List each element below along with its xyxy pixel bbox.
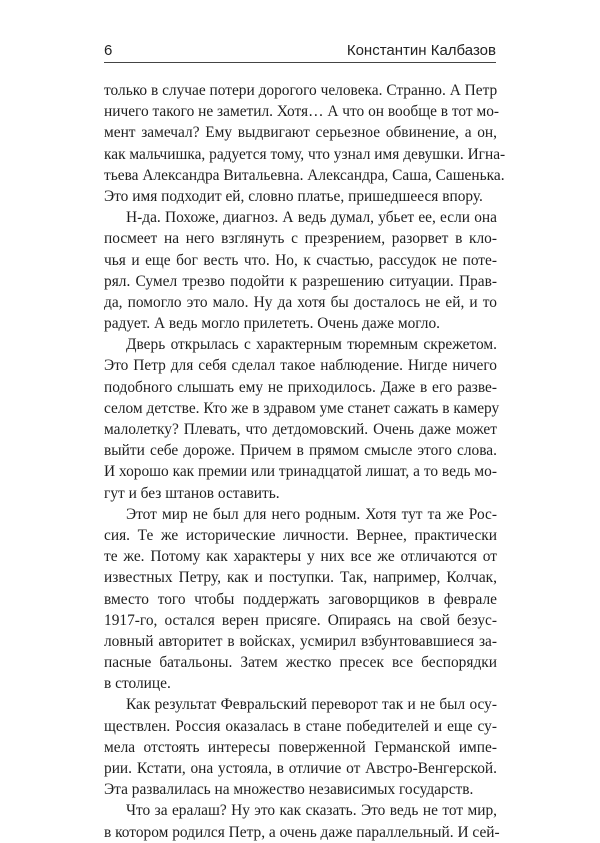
- text-line: Это имя подходит ей, словно платье, пришедшееся впору.: [104, 187, 483, 205]
- page-number: 6: [104, 42, 113, 59]
- paragraph: [104, 504, 497, 695]
- text-line: 1917-го, остался верен присяге. Опираясь на свой безус-: [104, 611, 497, 629]
- text-line: Это Петр для себя сделал такое наблюдение. Нигде ничего: [104, 357, 497, 375]
- paragraph: [104, 80, 506, 207]
- text-line: выйти себе дороже. Причем в прямом смысле этого слова.: [104, 442, 497, 460]
- text-line: Дверь открылась с характерным тюремным скрежетом.: [126, 336, 497, 354]
- text-line: тьева Александра Витальевна. Александра, Саша, Сашенька.: [104, 166, 505, 184]
- text-line: посмеет на него взглянуть с презрением, разорвет в кло-: [104, 230, 497, 248]
- text-line: чья и еще бог весть что. Но, к счастью, рассудок не поте-: [104, 251, 497, 269]
- text-line: рии. Кстати, она устояла, в отличие от Австро-Венгерской.: [104, 760, 497, 777]
- text-line: в столице.: [104, 675, 171, 693]
- text-line: рял. Сумел трезво подойти к разрешению ситуации. Прав-: [104, 272, 497, 290]
- paragraph: [104, 800, 500, 842]
- paragraph: [104, 207, 497, 334]
- text-line: Что за ералаш? Ну это как сказать. Это ведь не тот мир,: [126, 802, 497, 820]
- text-line: да, помогло это мало. Ну да хотя бы досталось не ей, и то: [104, 293, 497, 311]
- paragraph: [104, 334, 500, 504]
- text-line: сия. Те же исторические личности. Вернее, практически: [104, 526, 497, 544]
- paragraph: [104, 694, 497, 800]
- running-title: Константин Калбазов: [346, 42, 496, 59]
- text-line: гут и без штанов оставить.: [104, 484, 280, 502]
- text-line: селом детстве. Кто же в здравом уме станет сажать в камеру: [104, 399, 500, 417]
- body-text: [104, 80, 506, 843]
- text-line: вместо того чтобы поддержать заговорщиков в феврале: [104, 590, 497, 608]
- text-line: Эта развалилась на множество независимых государств.: [104, 781, 474, 799]
- text-line: радует. А ведь могло прилететь. Очень даже могло.: [104, 315, 441, 333]
- text-line: Как результат Февральский переворот так и не был осу-: [126, 696, 497, 714]
- text-line: ничего такого не заметил. Хотя… А что он вообще в тот мо-: [104, 103, 500, 121]
- text-line: мела отстоять интересы поверженной Германской импе-: [104, 738, 497, 756]
- text-line: пасные батальоны. Затем жестко пресек все беспорядки: [104, 654, 497, 672]
- text-line: известных Петру, как и поступки. Так, например, Колчак,: [104, 569, 497, 587]
- text-line: Н-да. Похоже, диагноз. А ведь думал, убьет ее, если она: [126, 209, 497, 227]
- text-line: как мальчишка, радуется тому, что узнал имя девушки. Игна-: [104, 145, 506, 163]
- text-line: мент замечал? Ему выдвигают серьезное обвинение, а он,: [104, 124, 497, 142]
- text-line: те же. Потому как характеры у них все же отличаются от: [104, 548, 497, 566]
- text-line: ществлен. Россия оказалась в стане победителей и еще су-: [104, 717, 497, 735]
- text-line: подобного слышать ему не приходилось. Даже в его разве-: [104, 378, 497, 396]
- text-line: в котором родился Петр, а очень даже параллельный. И сей-: [104, 823, 500, 841]
- text-line: только в случае потери дорогого человека. Странно. А Петр: [104, 82, 498, 99]
- text-line: Этот мир не был для него родным. Хотя тут та же Рос-: [126, 505, 497, 523]
- text-line: ловный авторитет в войсках, усмирил взбунтовавшиеся за-: [104, 632, 497, 650]
- text-line: И хорошо как премии или тринадцатой лишат, а то ведь мо-: [104, 463, 497, 481]
- page-header: [104, 42, 496, 63]
- text-line: малолетку? Плевать, что детдомовский. Очень даже может: [104, 421, 497, 438]
